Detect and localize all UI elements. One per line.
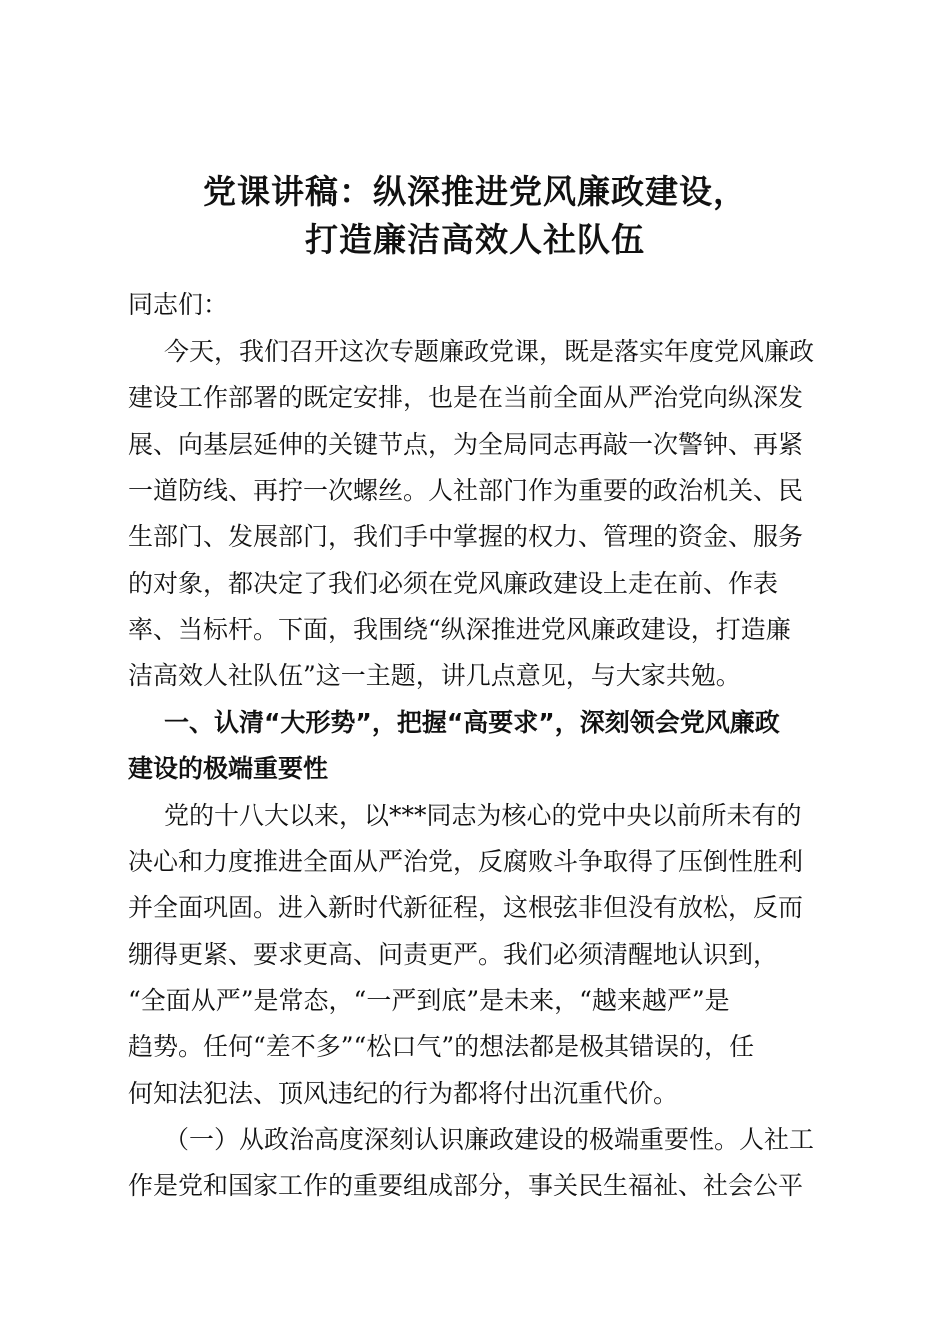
document-title-line-1: 党课讲稿：纵深推进党风廉政建设， — [203, 172, 747, 211]
paragraph-line: 率、当标杆。下面，我围绕“纵深推进党风廉政建设，打造廉 — [128, 615, 791, 644]
paragraph-line: 的对象，都决定了我们必须在党风廉政建设上走在前、作表 — [128, 569, 779, 598]
salutation: 同志们： — [128, 290, 229, 319]
subsection-line: （一）从政治高度深刻认识廉政建设的极端重要性。人社工 — [164, 1125, 815, 1154]
paragraph-line: 趋势。任何“差不多”“松口气”的想法都是极其错误的，任 — [128, 1032, 755, 1061]
paragraph-line: 作是党和国家工作的重要组成部分，事关民生福祉、社会公平 — [128, 1171, 804, 1200]
paragraph-line: 建设工作部署的既定安排，也是在当前全面从严治党向纵深发 — [128, 383, 804, 412]
paragraph-line: 生部门、发展部门，我们手中掌握的权力、管理的资金、服务 — [128, 522, 804, 551]
paragraph-line: 并全面巩固。进入新时代新征程，这根弦非但没有放松，反而 — [128, 893, 804, 922]
paragraph-line: 一道防线、再拧一次螺丝。人社部门作为重要的政治机关、民 — [128, 476, 804, 505]
paragraph-line: 洁高效人社队伍”这一主题，讲几点意见，与大家共勉。 — [128, 661, 741, 690]
paragraph-line: 展、向基层延伸的关键节点，为全局同志再敲一次警钟、再紧 — [128, 430, 804, 459]
paragraph-line: 何知法犯法、顶风违纪的行为都将付出沉重代价。 — [128, 1079, 679, 1108]
paragraph-line: “全面从严”是常态，“一严到底”是未来，“越来越严”是 — [128, 986, 730, 1015]
paragraph-line: 决心和力度推进全面从严治党，反腐败斗争取得了压倒性胜利 — [128, 847, 804, 876]
paragraph-line: 党的十八大以来，以***同志为核心的党中央以前所未有的 — [164, 801, 802, 830]
section-heading-line: 建设的极端重要性 — [128, 754, 329, 783]
paragraph-line: 今天，我们召开这次专题廉政党课，既是落实年度党风廉政 — [164, 337, 815, 366]
document-title-line-2: 打造廉洁高效人社队伍 — [305, 220, 645, 259]
section-heading-line: 一、认清“大形势”，把握“高要求”，深刻领会党风廉政 — [164, 708, 780, 737]
paragraph-line: 绷得更紧、要求更高、问责更严。我们必须清醒地认识到， — [128, 940, 779, 969]
